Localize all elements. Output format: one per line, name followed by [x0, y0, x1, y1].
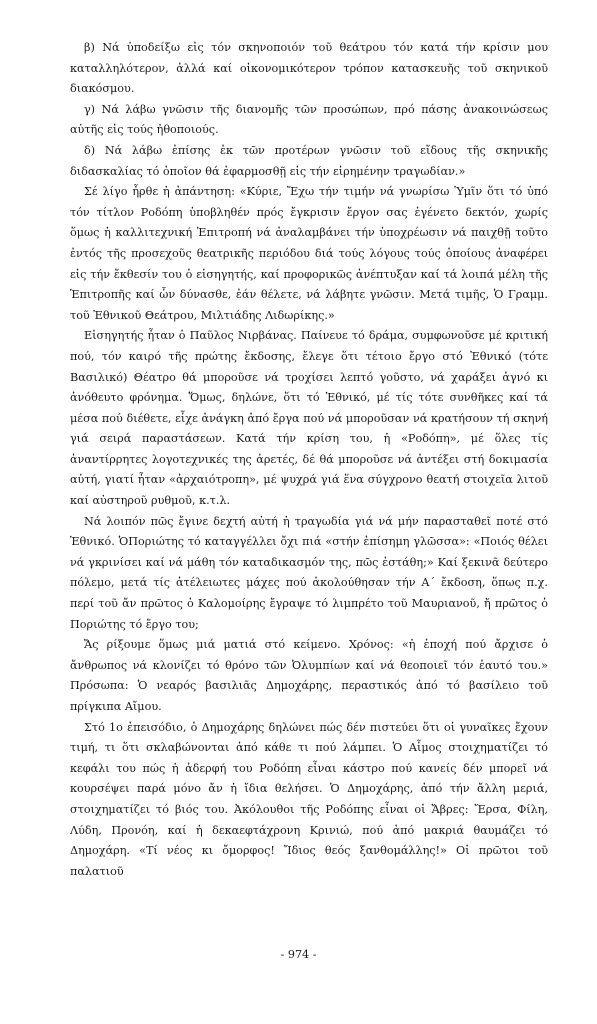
page-body: [70, 38, 548, 882]
paragraph-delta: δ) Νά λάβω ἐπίσης ἐκ τῶν προτέρων γνῶσιν τοῦ εἴδους τῆς σκηνικῆς διδασκαλίας τό ὁποῖον θά ἐφαρμοσθῇ εἰς τήν εἰρημένην τραγωδίαν.»: [70, 143, 548, 178]
paragraph-reception: Νά λοιπόν πῶς ἔγινε δεχτή αὐτή ἡ τραγωδία γιά νά μήν παρασταθεῖ ποτέ στό Ἐθνικό. ὉΠοριώτης τό καταγγέλλει ὄχι πιά «στήν ἐπίσημη γλῶσσα»: «Ποιός θέλει νά γκρινίσει καί νά μάθη τόν καταδικασμόν της, πῶς ἐστάθη;» Καί ξεκινᾶ δεύτερο πόλεμο, μετά τίς ἀτέλειωτες μάχες πού ἀκολούθησαν τήν Α΄ ἔκδοση, ὅπως π.χ. περί τοῦ ἄν πρῶτος ὁ Καλομοίρης ἔγραψε τό λιμπρέτο τοῦ Μαυριανοῦ, ἤ πρῶτος ὁ Ποριώτης τό ἔργο του;: [70, 514, 548, 631]
paragraph-first-episode: Στό 1ο ἐπεισόδιο, ὁ Δημοχάρης δηλώνει πώς δέν πιστεύει ὅτι οἱ γυναῖκες ἔχουν τιμή, τι ὅτι σκλαβώνονται ἀπό κάθε τι πού λάμπει. Ὁ Αἷμος στοιχηματίζει τό κεφάλι του πώς ἡ ἀδερφή του Ροδόπη εἶναι κάστρο πού κανείς δέν μπορεῖ νά κουρσέψει παρά μόνο ἄν ἡ ἴδια θελήσει. Ὁ Δημοχάρης, ἀπό τήν ἄλλη μεριά, στοιχηματίζει τό βιός του. Ἀκόλουθοι τῆς Ροδόπης εἶναι οἱ Ἄβρες: Ἔρσα, Φίλη, Λύδη, Προνόη, καί ἡ δεκαεφτάχρονη Κρινιώ, πού ἀπό μακριά θαυμάζει τό Δημοχάρη. «Τί νέος κι ὄμορφος! Ἴδιος θεός ξανθομάλλης!» Οἱ πρῶτοι τοῦ παλατιοῦ: [70, 720, 548, 878]
paragraph-gamma: γ) Νά λάβω γνῶσιν τῆς διανομῆς τῶν προσώπων, πρό πάσης ἀνακοινώσεως αὐτῆς εἰς τούς ἠθοποιούς.: [70, 102, 548, 137]
paragraph-text: Ἄς ρίξουμε ὅμως μιά ματιά στό κείμενο. Χρόνος: «ἡ ἐποχή πού ἄρχισε ὁ ἄνθρωπος νά κλονίζει τό θρόνο τῶν Ὀλυμπίων καί νά θεοποιεῖ τόν ἑαυτό του.» Πρόσωπα: Ὁ νεαρός βασιλιᾶς Δημοχάρης, περαστικός ἀπό τό βασίλειο τοῦ πρίγκιπα Αἴμου.: [70, 638, 548, 713]
paragraph-reply: Σέ λίγο ἦρθε ἡ ἀπάντηση: «Κύριε, Ἔχω τήν τιμήν νά γνωρίσω Ὑμῖν ὅτι τό ὑπό τόν τίτλον Ροδόπη ὑποβληθέν πρός ἔγκρισιν ἔργον σας ἐγένετο δεκτόν, χωρίς ὅμως ἡ καλλιτεχνική Ἐπιτροπή νά ἀναλαμβάνει τήν ὑποχρέωσιν νά παιχθῇ τοῦτο ἐντός τῆς προσεχοῦς θεατρικῆς περιόδου διά τούς λόγους τούς ὁποίους ἀναφέρει εἰς τήν ἔκθεσίν του ὁ εἰσηγητής, καί προφορικῶς ἀνέπτυξαν καί τά λοιπά μέλη τῆς Ἐπιτροπῆς καί ὧν δύνασθε, ἐάν θέλετε, νά λάβητε γνῶσιν. Μετά τιμῆς, Ὁ Γραμμ. τοῦ Ἐθνικοῦ Θεάτρου, Μιλτιάδης Λιδωρίκης.»: [70, 185, 548, 322]
page-number: - 974 -: [280, 948, 317, 961]
paragraph-rapporteur: Εἰσηγητής ἦταν ὁ Παῦλος Νιρβάνας. Παίνευε τό δράμα, συμφωνοῦσε μέ κριτική πού, τόν καιρό τῆς πρώτης ἔκδοσης, ἔλεγε ὅτι τέτοιο ἔργο στό Ἐθνικό (τότε Βασιλικό) Θέατρο θά μποροῦσε νά τροχίσει λεπτό γοῦστο, νά χαράξει ἁγνό κι ἀνόθευτο φρόνημα. Ὅμως, δηλώνε, ὅτι τό Ἐθνικό, μέ τίς τότε συνθῆκες καί τά μέσα πού διέθετε, εἶχε ἀνάγκη ἀπό ἔργα πού νά μποροῦσαν νά κρατήσουν τή σκηνή γιά σειρά παραστάσεων. Κατά τήν κρίση του, ἡ «Ροδόπη», μέ ὅλες τίς ἀναντίρρητες λογοτεχνικές της ἀρετές, δέ θά μποροῦσε νά ἀντέξει στή δοκιμασία αὐτή, γιατί ἦταν «ἀρχαιότροπη», μέ ψυχρά γιά ἕνα σύγχρονο θεατή στοιχεῖα λιτοῦ καί αὐστηροῦ ρυθμοῦ, κ.τ.λ.: [70, 329, 548, 508]
paragraph-beta: β) Νά ὑποδείξω εἰς τόν σκηνοποιόν τοῦ θεάτρου τόν κατά τήν κρίσιν μου καταλληλότερον, ἀλλά καί οἰκονομικότερον τρόπον κατασκευῆς τοῦ σκηνικοῦ διακόσμου.: [70, 41, 548, 96]
